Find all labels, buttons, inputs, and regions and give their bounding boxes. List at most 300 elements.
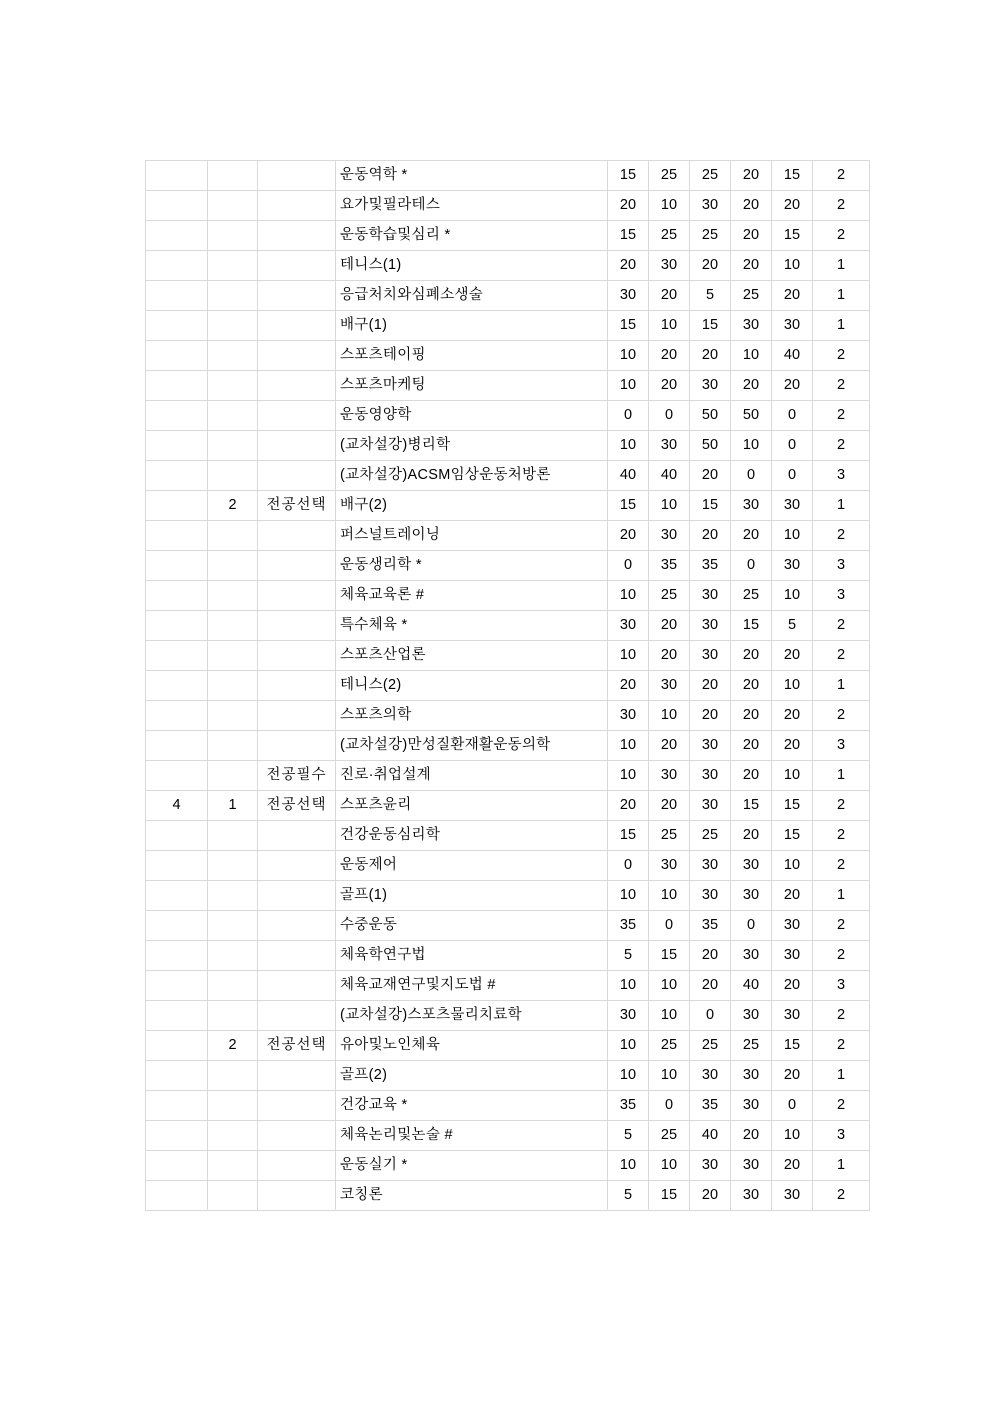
cell-year — [146, 881, 208, 911]
curriculum-table-wrapper — [145, 160, 847, 1211]
cell-course-type — [258, 581, 336, 611]
cell-score-5: 30 — [772, 1181, 813, 1211]
cell-score-3: 20 — [690, 341, 731, 371]
cell-credit: 2 — [813, 941, 870, 971]
cell-credit: 2 — [813, 791, 870, 821]
cell-score-4: 20 — [731, 191, 772, 221]
cell-score-4: 50 — [731, 401, 772, 431]
cell-score-1: 35 — [608, 911, 649, 941]
cell-year — [146, 821, 208, 851]
table-row — [146, 161, 870, 191]
cell-semester: 2 — [208, 491, 258, 521]
cell-year — [146, 341, 208, 371]
cell-score-2: 20 — [649, 611, 690, 641]
cell-score-3: 30 — [690, 731, 731, 761]
table-row — [146, 1181, 870, 1211]
cell-score-3: 0 — [690, 1001, 731, 1031]
cell-semester — [208, 431, 258, 461]
cell-course-type — [258, 401, 336, 431]
cell-year — [146, 401, 208, 431]
table-row — [146, 641, 870, 671]
cell-semester — [208, 251, 258, 281]
cell-credit: 2 — [813, 401, 870, 431]
cell-semester — [208, 581, 258, 611]
cell-year — [146, 911, 208, 941]
cell-score-4: 20 — [731, 701, 772, 731]
cell-score-2: 15 — [649, 1181, 690, 1211]
cell-credit: 2 — [813, 431, 870, 461]
table-row — [146, 401, 870, 431]
cell-course-name: 배구(2) — [336, 491, 608, 521]
cell-score-5: 10 — [772, 521, 813, 551]
cell-score-3: 25 — [690, 161, 731, 191]
cell-score-1: 15 — [608, 221, 649, 251]
cell-score-1: 30 — [608, 701, 649, 731]
cell-score-2: 30 — [649, 671, 690, 701]
cell-course-type — [258, 551, 336, 581]
cell-score-1: 30 — [608, 281, 649, 311]
cell-score-4: 20 — [731, 161, 772, 191]
table-row — [146, 461, 870, 491]
cell-credit: 3 — [813, 731, 870, 761]
cell-credit: 1 — [813, 881, 870, 911]
cell-score-4: 30 — [731, 1181, 772, 1211]
cell-semester — [208, 911, 258, 941]
cell-year — [146, 1181, 208, 1211]
cell-score-4: 10 — [731, 341, 772, 371]
cell-semester — [208, 731, 258, 761]
cell-score-5: 20 — [772, 1061, 813, 1091]
cell-credit: 2 — [813, 1001, 870, 1031]
table-row — [146, 821, 870, 851]
table-row — [146, 1091, 870, 1121]
cell-credit: 2 — [813, 191, 870, 221]
table-row — [146, 941, 870, 971]
cell-score-5: 30 — [772, 491, 813, 521]
cell-score-3: 20 — [690, 671, 731, 701]
cell-score-1: 10 — [608, 341, 649, 371]
table-row — [146, 221, 870, 251]
cell-credit: 3 — [813, 551, 870, 581]
table-row — [146, 881, 870, 911]
cell-course-name: 체육논리및논술 # — [336, 1121, 608, 1151]
cell-score-5: 20 — [772, 281, 813, 311]
cell-semester — [208, 611, 258, 641]
cell-credit: 1 — [813, 671, 870, 701]
cell-score-5: 30 — [772, 1001, 813, 1031]
cell-semester — [208, 1181, 258, 1211]
cell-score-5: 0 — [772, 461, 813, 491]
cell-course-type — [258, 941, 336, 971]
cell-semester — [208, 1061, 258, 1091]
cell-year — [146, 221, 208, 251]
table-row — [146, 791, 870, 821]
cell-score-3: 35 — [690, 1091, 731, 1121]
cell-credit: 2 — [813, 701, 870, 731]
cell-course-type — [258, 701, 336, 731]
cell-course-type — [258, 281, 336, 311]
cell-course-name: 골프(1) — [336, 881, 608, 911]
cell-semester — [208, 521, 258, 551]
cell-course-type — [258, 311, 336, 341]
cell-credit: 3 — [813, 461, 870, 491]
cell-year — [146, 281, 208, 311]
cell-course-name: 체육학연구법 — [336, 941, 608, 971]
cell-score-2: 30 — [649, 521, 690, 551]
cell-score-3: 30 — [690, 191, 731, 221]
cell-score-2: 20 — [649, 371, 690, 401]
table-row — [146, 611, 870, 641]
cell-course-type — [258, 1121, 336, 1151]
cell-course-type — [258, 611, 336, 641]
cell-score-2: 20 — [649, 341, 690, 371]
cell-course-type: 전공필수 — [258, 761, 336, 791]
cell-score-1: 35 — [608, 1091, 649, 1121]
cell-course-name: 코칭론 — [336, 1181, 608, 1211]
cell-score-1: 10 — [608, 581, 649, 611]
cell-score-3: 20 — [690, 251, 731, 281]
cell-credit: 3 — [813, 581, 870, 611]
cell-year — [146, 1001, 208, 1031]
cell-course-type — [258, 221, 336, 251]
cell-score-4: 30 — [731, 1061, 772, 1091]
cell-score-3: 30 — [690, 791, 731, 821]
cell-semester — [208, 1091, 258, 1121]
cell-course-type: 전공선택 — [258, 491, 336, 521]
cell-score-3: 15 — [690, 491, 731, 521]
cell-score-2: 35 — [649, 551, 690, 581]
cell-score-5: 30 — [772, 941, 813, 971]
cell-score-2: 25 — [649, 581, 690, 611]
cell-year — [146, 971, 208, 1001]
curriculum-table — [145, 160, 870, 1211]
cell-score-2: 0 — [649, 1091, 690, 1121]
cell-score-5: 15 — [772, 1031, 813, 1061]
cell-course-name: 테니스(2) — [336, 671, 608, 701]
cell-score-2: 40 — [649, 461, 690, 491]
cell-score-2: 30 — [649, 431, 690, 461]
cell-score-2: 10 — [649, 1061, 690, 1091]
cell-credit: 1 — [813, 761, 870, 791]
cell-semester — [208, 1001, 258, 1031]
cell-score-2: 10 — [649, 1001, 690, 1031]
cell-score-5: 10 — [772, 251, 813, 281]
cell-course-type — [258, 1151, 336, 1181]
cell-score-5: 15 — [772, 221, 813, 251]
cell-score-4: 20 — [731, 671, 772, 701]
cell-course-type — [258, 341, 336, 371]
cell-score-4: 30 — [731, 311, 772, 341]
cell-score-1: 5 — [608, 1121, 649, 1151]
cell-score-5: 15 — [772, 161, 813, 191]
cell-course-name: 운동제어 — [336, 851, 608, 881]
cell-year — [146, 431, 208, 461]
cell-course-name: 테니스(1) — [336, 251, 608, 281]
cell-score-1: 20 — [608, 251, 649, 281]
cell-year — [146, 161, 208, 191]
cell-score-1: 10 — [608, 371, 649, 401]
cell-score-2: 0 — [649, 911, 690, 941]
cell-year — [146, 191, 208, 221]
cell-score-5: 5 — [772, 611, 813, 641]
cell-score-1: 10 — [608, 761, 649, 791]
cell-score-4: 20 — [731, 251, 772, 281]
table-row — [146, 311, 870, 341]
cell-score-4: 30 — [731, 1151, 772, 1181]
cell-credit: 2 — [813, 521, 870, 551]
cell-semester — [208, 371, 258, 401]
cell-credit: 2 — [813, 341, 870, 371]
cell-score-2: 25 — [649, 161, 690, 191]
cell-score-1: 0 — [608, 401, 649, 431]
cell-course-name: 운동학습및심리 * — [336, 221, 608, 251]
cell-course-type — [258, 821, 336, 851]
cell-score-3: 40 — [690, 1121, 731, 1151]
cell-score-5: 15 — [772, 791, 813, 821]
cell-year — [146, 851, 208, 881]
cell-credit: 2 — [813, 821, 870, 851]
cell-credit: 2 — [813, 1091, 870, 1121]
cell-course-type — [258, 431, 336, 461]
table-row — [146, 251, 870, 281]
cell-score-2: 25 — [649, 1031, 690, 1061]
cell-credit: 3 — [813, 971, 870, 1001]
table-row — [146, 971, 870, 1001]
cell-score-1: 10 — [608, 1151, 649, 1181]
cell-year — [146, 671, 208, 701]
cell-score-5: 10 — [772, 761, 813, 791]
cell-course-type — [258, 671, 336, 701]
cell-semester — [208, 161, 258, 191]
table-row — [146, 731, 870, 761]
cell-score-4: 25 — [731, 581, 772, 611]
cell-year — [146, 701, 208, 731]
cell-score-5: 10 — [772, 1121, 813, 1151]
table-row — [146, 1121, 870, 1151]
cell-year — [146, 1151, 208, 1181]
cell-score-1: 30 — [608, 611, 649, 641]
cell-score-4: 20 — [731, 821, 772, 851]
cell-score-1: 15 — [608, 311, 649, 341]
cell-credit: 1 — [813, 251, 870, 281]
table-row — [146, 1061, 870, 1091]
cell-score-4: 40 — [731, 971, 772, 1001]
cell-score-3: 35 — [690, 911, 731, 941]
cell-score-2: 10 — [649, 191, 690, 221]
cell-semester — [208, 191, 258, 221]
cell-score-5: 20 — [772, 1151, 813, 1181]
cell-score-2: 0 — [649, 401, 690, 431]
table-row — [146, 521, 870, 551]
cell-semester — [208, 311, 258, 341]
cell-score-3: 50 — [690, 431, 731, 461]
cell-course-type — [258, 1181, 336, 1211]
cell-score-1: 30 — [608, 1001, 649, 1031]
cell-score-4: 30 — [731, 941, 772, 971]
cell-score-3: 20 — [690, 461, 731, 491]
cell-course-name: 스포츠의학 — [336, 701, 608, 731]
cell-score-1: 10 — [608, 1031, 649, 1061]
cell-course-type — [258, 911, 336, 941]
cell-score-5: 20 — [772, 371, 813, 401]
cell-course-type — [258, 1061, 336, 1091]
cell-score-3: 15 — [690, 311, 731, 341]
table-row — [146, 911, 870, 941]
cell-score-1: 10 — [608, 731, 649, 761]
cell-semester — [208, 881, 258, 911]
cell-semester: 1 — [208, 791, 258, 821]
cell-year — [146, 311, 208, 341]
cell-course-name: 운동역학 * — [336, 161, 608, 191]
cell-year — [146, 1121, 208, 1151]
cell-score-1: 20 — [608, 671, 649, 701]
cell-score-5: 20 — [772, 731, 813, 761]
cell-score-2: 30 — [649, 761, 690, 791]
cell-score-4: 25 — [731, 1031, 772, 1061]
cell-score-4: 0 — [731, 911, 772, 941]
cell-course-name: 골프(2) — [336, 1061, 608, 1091]
table-row — [146, 1001, 870, 1031]
cell-course-type — [258, 191, 336, 221]
table-row — [146, 761, 870, 791]
cell-score-5: 30 — [772, 911, 813, 941]
table-row — [146, 671, 870, 701]
cell-score-4: 15 — [731, 791, 772, 821]
cell-score-1: 20 — [608, 191, 649, 221]
cell-score-5: 0 — [772, 1091, 813, 1121]
table-row — [146, 281, 870, 311]
cell-score-4: 20 — [731, 731, 772, 761]
cell-course-type: 전공선택 — [258, 791, 336, 821]
cell-score-2: 20 — [649, 281, 690, 311]
cell-score-1: 20 — [608, 791, 649, 821]
cell-year — [146, 461, 208, 491]
cell-year — [146, 941, 208, 971]
cell-course-name: 진로·취업설계 — [336, 761, 608, 791]
cell-score-2: 25 — [649, 821, 690, 851]
cell-semester — [208, 671, 258, 701]
cell-score-1: 40 — [608, 461, 649, 491]
cell-year — [146, 761, 208, 791]
cell-year — [146, 551, 208, 581]
cell-score-1: 10 — [608, 641, 649, 671]
cell-score-3: 25 — [690, 1031, 731, 1061]
cell-credit: 1 — [813, 281, 870, 311]
cell-score-1: 10 — [608, 881, 649, 911]
cell-course-name: 유아및노인체육 — [336, 1031, 608, 1061]
cell-score-1: 5 — [608, 1181, 649, 1211]
cell-year — [146, 731, 208, 761]
cell-year — [146, 611, 208, 641]
cell-score-3: 5 — [690, 281, 731, 311]
cell-score-5: 30 — [772, 551, 813, 581]
cell-score-5: 10 — [772, 851, 813, 881]
cell-credit: 1 — [813, 491, 870, 521]
cell-score-3: 30 — [690, 1061, 731, 1091]
cell-course-name: 특수체육 * — [336, 611, 608, 641]
cell-score-3: 20 — [690, 941, 731, 971]
cell-credit: 1 — [813, 311, 870, 341]
cell-credit: 2 — [813, 221, 870, 251]
cell-score-2: 10 — [649, 491, 690, 521]
cell-course-type — [258, 731, 336, 761]
cell-semester — [208, 971, 258, 1001]
cell-score-2: 10 — [649, 311, 690, 341]
cell-score-2: 10 — [649, 701, 690, 731]
table-row — [146, 581, 870, 611]
cell-credit: 1 — [813, 1061, 870, 1091]
cell-credit: 2 — [813, 161, 870, 191]
cell-year — [146, 491, 208, 521]
table-row — [146, 191, 870, 221]
cell-score-3: 30 — [690, 761, 731, 791]
cell-course-type — [258, 1001, 336, 1031]
cell-score-4: 25 — [731, 281, 772, 311]
cell-score-3: 30 — [690, 1151, 731, 1181]
cell-semester — [208, 551, 258, 581]
cell-score-4: 20 — [731, 641, 772, 671]
cell-course-type: 전공선택 — [258, 1031, 336, 1061]
table-row — [146, 371, 870, 401]
cell-course-type — [258, 161, 336, 191]
cell-score-2: 20 — [649, 791, 690, 821]
cell-course-name: 스포츠테이핑 — [336, 341, 608, 371]
cell-score-2: 25 — [649, 221, 690, 251]
cell-score-4: 20 — [731, 221, 772, 251]
cell-score-5: 20 — [772, 881, 813, 911]
cell-score-4: 30 — [731, 1001, 772, 1031]
cell-year — [146, 371, 208, 401]
table-row — [146, 551, 870, 581]
cell-score-3: 20 — [690, 971, 731, 1001]
cell-score-5: 10 — [772, 581, 813, 611]
cell-score-1: 0 — [608, 851, 649, 881]
cell-score-2: 20 — [649, 731, 690, 761]
cell-semester — [208, 851, 258, 881]
cell-score-5: 0 — [772, 431, 813, 461]
cell-course-name: 요가및필라테스 — [336, 191, 608, 221]
table-row — [146, 1151, 870, 1181]
cell-semester — [208, 281, 258, 311]
cell-credit: 2 — [813, 911, 870, 941]
cell-score-4: 0 — [731, 551, 772, 581]
cell-semester — [208, 941, 258, 971]
cell-semester — [208, 401, 258, 431]
cell-score-4: 0 — [731, 461, 772, 491]
table-row — [146, 341, 870, 371]
cell-course-type — [258, 851, 336, 881]
cell-score-1: 20 — [608, 521, 649, 551]
cell-course-name: 운동실기 * — [336, 1151, 608, 1181]
cell-course-name: 수중운동 — [336, 911, 608, 941]
cell-course-type — [258, 881, 336, 911]
cell-course-name: (교차설강)만성질환재활운동의학 — [336, 731, 608, 761]
cell-credit: 2 — [813, 641, 870, 671]
cell-score-2: 25 — [649, 1121, 690, 1151]
cell-score-2: 30 — [649, 251, 690, 281]
cell-credit: 2 — [813, 611, 870, 641]
cell-course-type — [258, 641, 336, 671]
cell-semester — [208, 341, 258, 371]
cell-score-1: 15 — [608, 161, 649, 191]
cell-semester — [208, 821, 258, 851]
cell-course-name: 운동생리학 * — [336, 551, 608, 581]
cell-year — [146, 641, 208, 671]
cell-course-name: 체육교육론 # — [336, 581, 608, 611]
cell-semester — [208, 701, 258, 731]
cell-score-2: 20 — [649, 641, 690, 671]
cell-course-type — [258, 521, 336, 551]
